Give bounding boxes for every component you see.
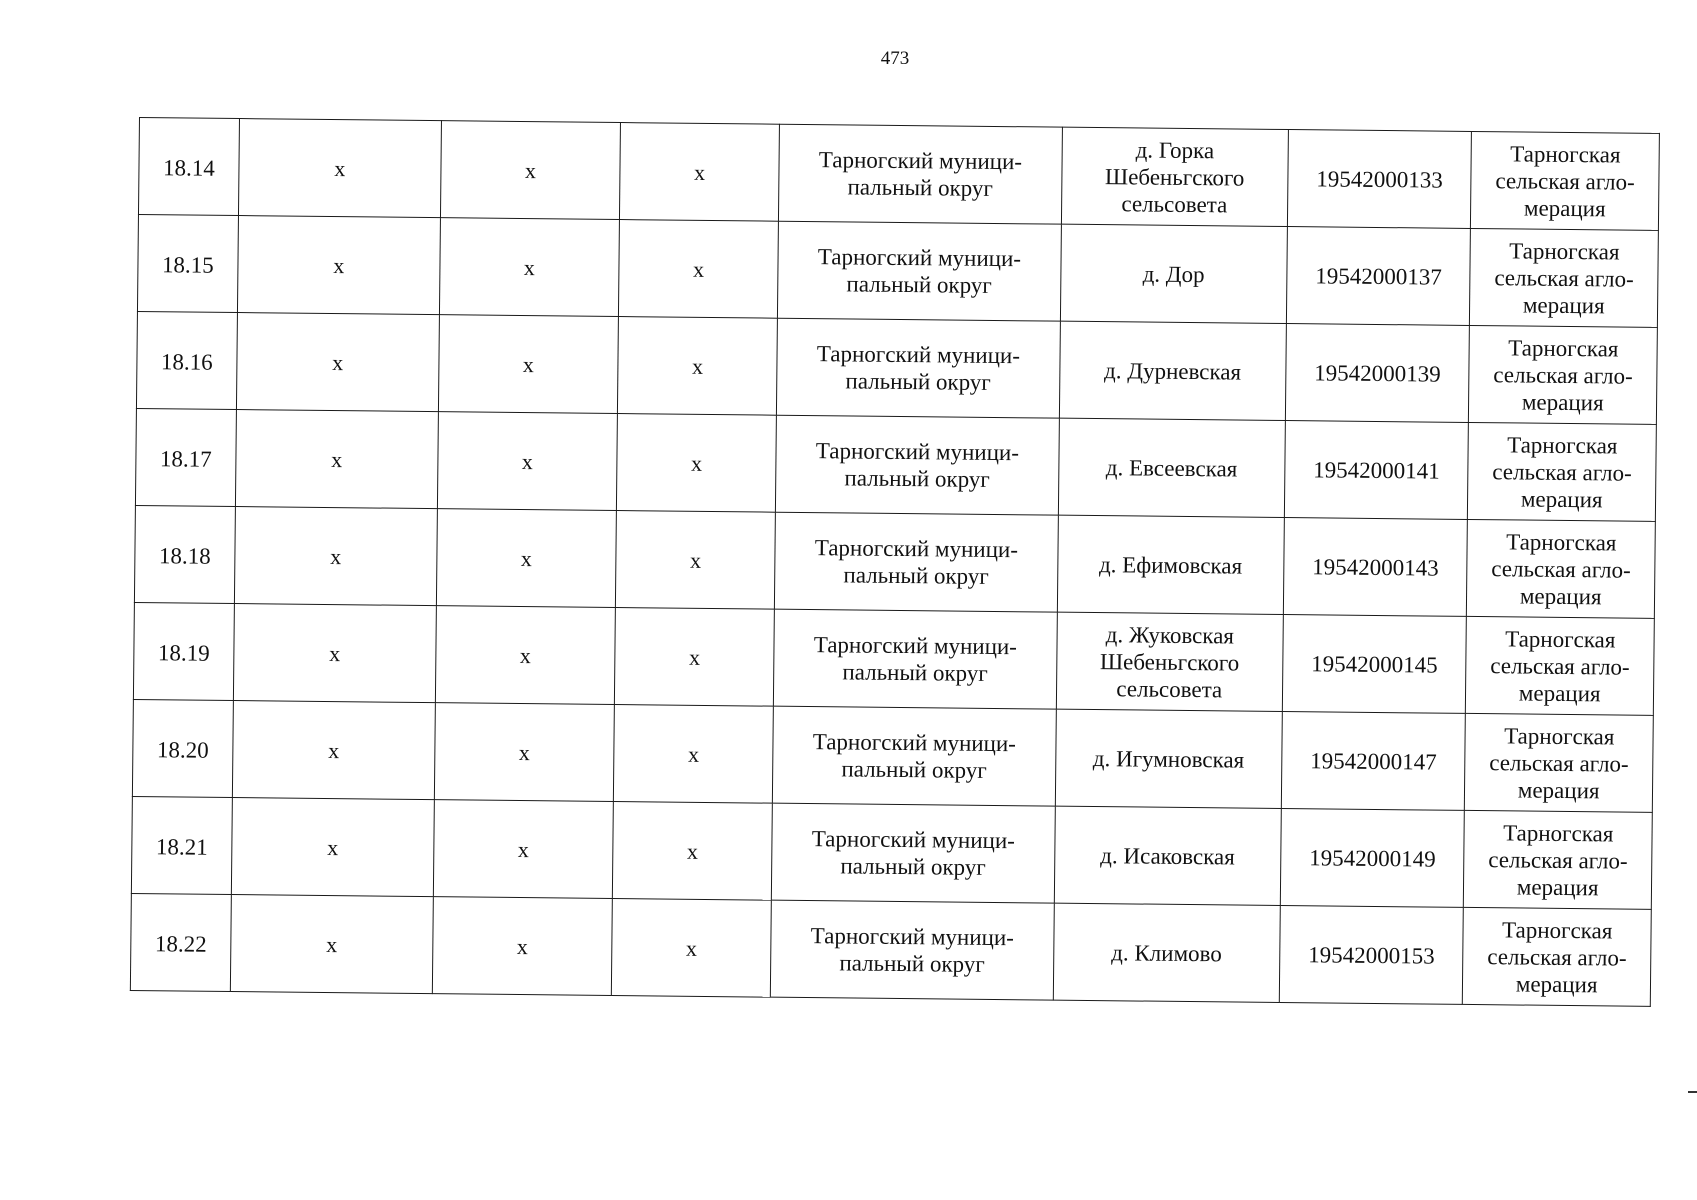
settlement-cell: д. Евсеевская	[1058, 418, 1285, 517]
oktmo-code-cell: 19542000143	[1283, 518, 1468, 617]
oktmo-code-cell: 19542000133	[1287, 130, 1472, 229]
settlement-cell: д. Ефимовская	[1057, 515, 1284, 614]
placeholder-cell-1: x	[230, 895, 433, 994]
settlement-cell: д. Дурневская	[1059, 321, 1286, 420]
agglomeration-cell: Тарногская сельская агло-мерация	[1471, 131, 1660, 230]
placeholder-cell-3: x	[611, 899, 771, 998]
settlement-cell: д. Исаковская	[1054, 806, 1281, 905]
row-number-cell: 18.15	[137, 214, 238, 312]
district-cell: Тарногский муници-пальный округ	[774, 609, 1057, 709]
settlement-cell: д. Игумновская	[1055, 709, 1282, 808]
placeholder-cell-1: x	[234, 507, 437, 606]
placeholder-cell-2: x	[437, 412, 617, 511]
placeholder-cell-1: x	[231, 798, 434, 897]
placeholder-cell-3: x	[618, 317, 778, 416]
table-row	[135, 408, 1656, 521]
placeholder-cell-2: x	[434, 703, 614, 802]
placeholder-cell-3: x	[612, 802, 772, 901]
table-row	[130, 893, 1651, 1006]
placeholder-cell-3: x	[619, 220, 779, 319]
agglomeration-cell: Тарногская сельская агло-мерация	[1464, 810, 1653, 909]
document-sheet	[130, 117, 1660, 1007]
agglomeration-cell: Тарногская сельская агло-мерация	[1463, 907, 1652, 1006]
table-row	[137, 214, 1658, 327]
agglomeration-cell: Тарногская сельская агло-мерация	[1468, 422, 1657, 521]
row-number-cell: 18.17	[135, 408, 236, 506]
placeholder-cell-2: x	[439, 218, 619, 317]
district-cell: Тарногский муници-пальный округ	[778, 221, 1061, 321]
oktmo-code-cell: 19542000139	[1285, 324, 1470, 423]
page-number: 473	[880, 48, 910, 69]
settlement-cell: д. Горка Шебеньгского сельсовета	[1061, 127, 1288, 226]
district-cell: Тарногский муници-пальный округ	[776, 415, 1059, 515]
agglomeration-cell: Тарногская сельская агло-мерация	[1465, 713, 1654, 812]
district-cell: Тарногский муници-пальный округ	[775, 512, 1058, 612]
placeholder-cell-3: x	[616, 511, 776, 610]
table-row	[138, 118, 1659, 231]
row-number-cell: 18.22	[130, 893, 231, 991]
placeholder-cell-2: x	[440, 121, 620, 220]
table-row	[134, 505, 1655, 618]
oktmo-code-cell: 19542000153	[1279, 905, 1464, 1004]
table-row	[131, 796, 1652, 909]
district-cell: Тарногский муници-пальный округ	[777, 318, 1060, 418]
placeholder-cell-2: x	[435, 606, 615, 705]
oktmo-code-cell: 19542000145	[1282, 615, 1467, 714]
table-row	[136, 311, 1657, 424]
settlement-cell: д. Дор	[1060, 224, 1287, 323]
settlement-cell: д. Жуковская Шебеньгского сельсовета	[1056, 612, 1283, 711]
placeholder-cell-1: x	[236, 313, 439, 412]
placeholder-cell-2: x	[433, 800, 613, 899]
district-cell: Тарногский муници-пальный округ	[772, 803, 1055, 903]
district-cell: Тарногский муници-пальный округ	[773, 706, 1056, 806]
oktmo-code-cell: 19542000147	[1281, 712, 1466, 811]
row-number-cell: 18.20	[132, 699, 233, 797]
oktmo-code-cell: 19542000149	[1280, 808, 1465, 907]
placeholder-cell-1: x	[238, 119, 441, 218]
table-row	[132, 699, 1653, 812]
placeholder-cell-3: x	[620, 123, 780, 222]
row-number-cell: 18.16	[136, 311, 237, 409]
table-body	[130, 118, 1659, 1007]
placeholder-cell-2: x	[432, 897, 612, 996]
oktmo-code-cell: 19542000141	[1284, 421, 1469, 520]
agglomeration-cell: Тарногская сельская агло-мерация	[1467, 519, 1656, 618]
placeholder-cell-1: x	[232, 701, 435, 800]
placeholder-cell-2: x	[436, 509, 616, 608]
placeholder-cell-1: x	[233, 604, 436, 703]
district-cell: Тарногский муници-пальный округ	[771, 900, 1054, 1000]
margin-mark	[1688, 1091, 1697, 1093]
placeholder-cell-3: x	[614, 705, 774, 804]
row-number-cell: 18.19	[133, 602, 234, 700]
placeholder-cell-1: x	[237, 216, 440, 315]
table-row	[133, 602, 1654, 715]
row-number-cell: 18.18	[134, 505, 235, 603]
agglomeration-cell: Тарногская сельская агло-мерация	[1470, 228, 1659, 327]
row-number-cell: 18.14	[138, 118, 239, 216]
placeholder-cell-3: x	[617, 414, 777, 513]
placeholder-cell-2: x	[438, 315, 618, 414]
settlement-cell: д. Климово	[1053, 903, 1280, 1002]
placeholder-cell-3: x	[615, 608, 775, 707]
oktmo-code-cell: 19542000137	[1286, 227, 1471, 326]
agglomeration-cell: Тарногская сельская агло-мерация	[1469, 325, 1658, 424]
district-cell: Тарногский муници-пальный округ	[779, 124, 1062, 224]
settlements-table	[130, 117, 1660, 1007]
agglomeration-cell: Тарногская сельская агло-мерация	[1466, 616, 1655, 715]
row-number-cell: 18.21	[131, 796, 232, 894]
placeholder-cell-1: x	[235, 410, 438, 509]
